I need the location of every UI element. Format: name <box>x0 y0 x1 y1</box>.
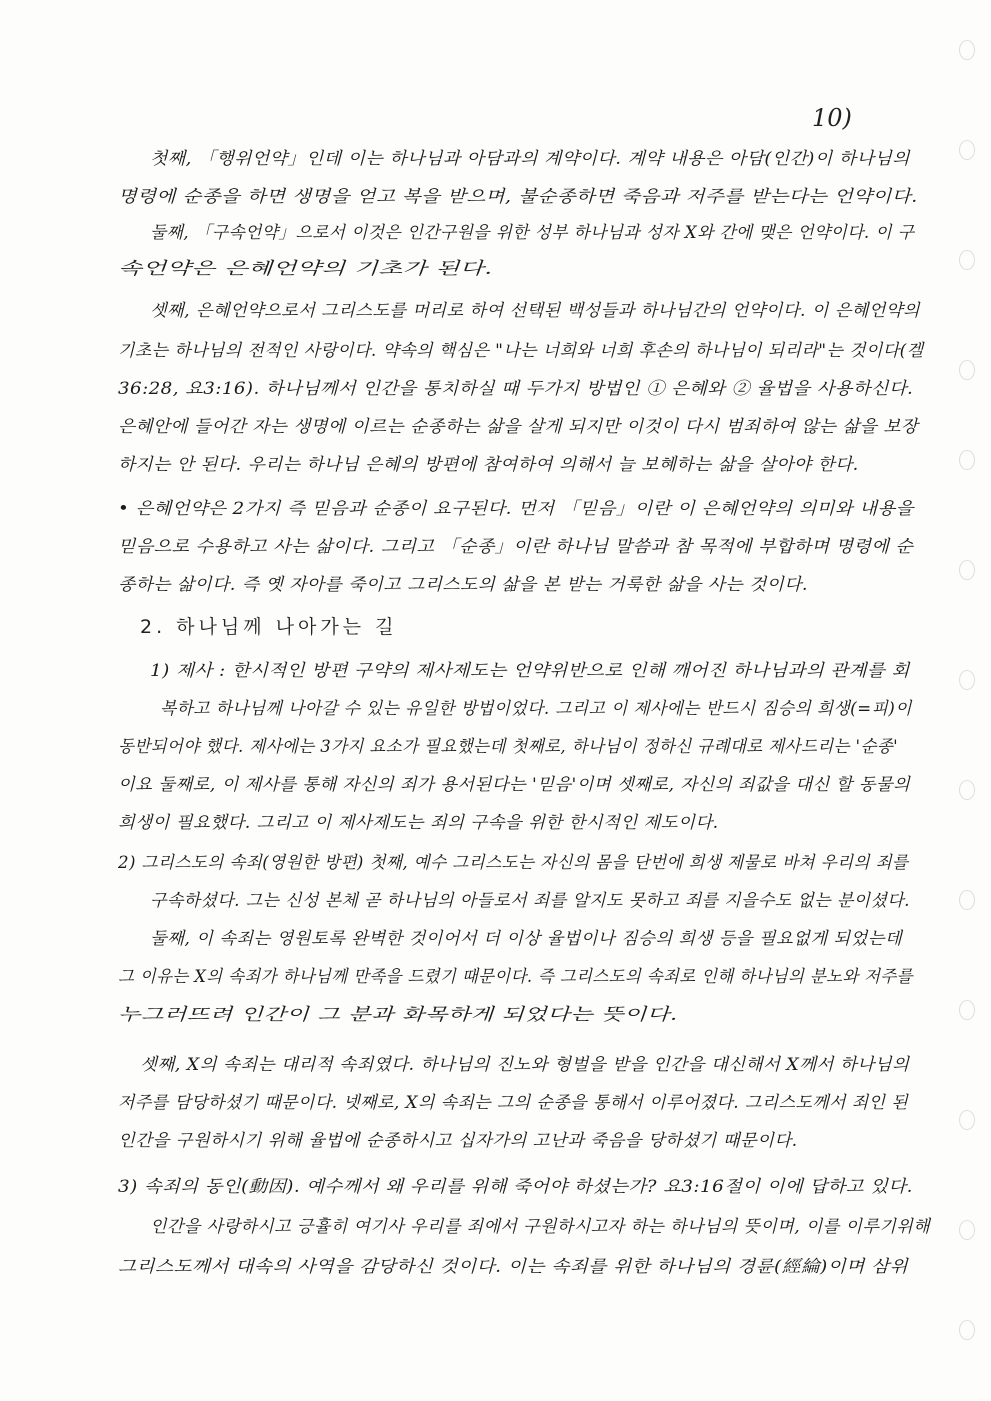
page-number: 10) <box>812 104 852 132</box>
text-line-17: 희생이 필요했다. 그리고 이 제사제도는 죄의 구속을 위한 한시적인 제도이다. <box>118 813 719 833</box>
text-line-16: 이요 둘째로, 이 제사를 통해 자신의 죄가 용서된다는 '믿음'이며 셋째로, 자신의 죄값을 대신 할 동물의 <box>118 775 911 795</box>
text-line-19: 구속하셨다. 그는 신성 본체 곧 하나님의 아들로서 죄를 알지도 못하고 죄를 지을수도 없는 분이셨다. <box>150 891 910 911</box>
text-line-23: 셋째, X의 속죄는 대리적 속죄였다. 하나님의 진노와 형벌을 받을 인간을 대신해서 X께서 하나님의 <box>140 1055 910 1075</box>
text-line-21: 그 이유는 X의 속죄가 하나님께 만족을 드렸기 때문이다. 즉 그리스도의 속죄로 인해 하나님의 분노와 저주를 <box>118 967 913 987</box>
text-line-7: 36:28, 요3:16). 하나님께서 인간을 통치하실 때 두가지 방법인 ① 은혜와 ② 율법을 사용하신다. <box>118 379 914 399</box>
section-heading: 2. 하나님께 나아가는 길 <box>140 616 398 638</box>
text-line-20: 둘째, 이 속죄는 영원토록 완벽한 것이어서 더 이상 율법이나 짐승의 희생 등을 필요없게 되었는데 <box>150 929 903 949</box>
text-line-10: • 은혜언약은 2가지 즉 믿음과 순종이 요구된다. 먼저 「믿음」이란 이 은혜언약의 의미와 내용을 <box>118 499 914 519</box>
text-line-13: 1) 제사 : 한시적인 방편 구약의 제사제도는 언약위반으로 인해 깨어진 하나님과의 관계를 회 <box>150 661 910 681</box>
text-line-6: 기초는 하나님의 전적인 사랑이다. 약속의 핵심은 "나는 너희와 너희 후손의 하나님이 되리라"는 것이다(겔 <box>118 341 924 361</box>
binder-holes <box>959 20 981 1380</box>
text-line-18: 2) 그리스도의 속죄(영원한 방편) 첫째, 예수 그리스도는 자신의 몸을 단번에 희생 제물로 바쳐 우리의 죄를 <box>118 853 909 873</box>
text-line-2: 명령에 순종을 하면 생명을 얻고 복을 받으며, 불순종하면 죽음과 저주를 받는다는 언약이다. <box>118 187 918 207</box>
text-line-14: 복하고 하나님께 나아갈 수 있는 유일한 방법이었다. 그리고 이 제사에는 반드시 짐승의 희생(=피)이 <box>160 699 912 719</box>
text-line-27: 인간을 사랑하시고 긍휼히 여기사 우리를 죄에서 구원하시고자 하는 하나님의 뜻이며, 이를 이루기위해 <box>150 1217 931 1237</box>
text-line-3: 둘째, 「구속언약」으로서 이것은 인간구원을 위한 성부 하나님과 성자 X와 간에 맺은 언약이다. 이 구 <box>150 223 915 243</box>
text-line-15: 동반되어야 했다. 제사에는 3가지 요소가 필요했는데 첫째로, 하나님이 정하신 규례대로 제사드리는 '순종' <box>118 737 899 757</box>
text-line-24: 저주를 담당하셨기 때문이다. 넷째로, X의 속죄는 그의 순종을 통해서 이루어졌다. 그리스도께서 죄인 된 <box>118 1093 909 1113</box>
text-line-1: 첫째, 「행위언약」인데 이는 하나님과 아담과의 계약이다. 계약 내용은 아담(인간)이 하나님의 <box>150 149 910 169</box>
text-line-28: 그리스도께서 대속의 사역을 감당하신 것이다. 이는 속죄를 위한 하나님의 경륜(經綸)이며 삼위 <box>118 1257 909 1277</box>
text-line-5: 셋째, 은혜언약으로서 그리스도를 머리로 하여 선택된 백성들과 하나님간의 언약이다. 이 은혜언약의 <box>150 301 920 321</box>
text-line-8: 은혜안에 들어간 자는 생명에 이르는 순종하는 삶을 살게 되지만 이것이 다시 범죄하여 않는 삶을 보장 <box>118 417 919 437</box>
text-line-25: 인간을 구원하시기 위해 율법에 순종하시고 십자가의 고난과 죽음을 당하셨기 때문이다. <box>118 1131 798 1151</box>
text-line-26: 3) 속죄의 동인(動因). 예수께서 왜 우리를 위해 죽어야 하셨는가? 요3:16절이 이에 답하고 있다. <box>118 1177 913 1197</box>
text-line-4: 속언약은 은혜언약의 기초가 된다. <box>118 259 493 279</box>
text-line-9: 하지는 안 된다. 우리는 하나님 은혜의 방편에 참여하여 의해서 늘 보혜하는 삶을 살아야 한다. <box>118 455 859 475</box>
text-line-11: 믿음으로 수용하고 사는 삶이다. 그리고 「순종」이란 하나님 말씀과 참 목적에 부합하며 명령에 순 <box>118 537 914 557</box>
text-line-22: 누그러뜨려 인간이 그 분과 화목하게 되었다는 뜻이다. <box>118 1005 678 1025</box>
text-line-12: 종하는 삶이다. 즉 옛 자아를 죽이고 그리스도의 삶을 본 받는 거룩한 삶을 사는 것이다. <box>118 575 808 595</box>
